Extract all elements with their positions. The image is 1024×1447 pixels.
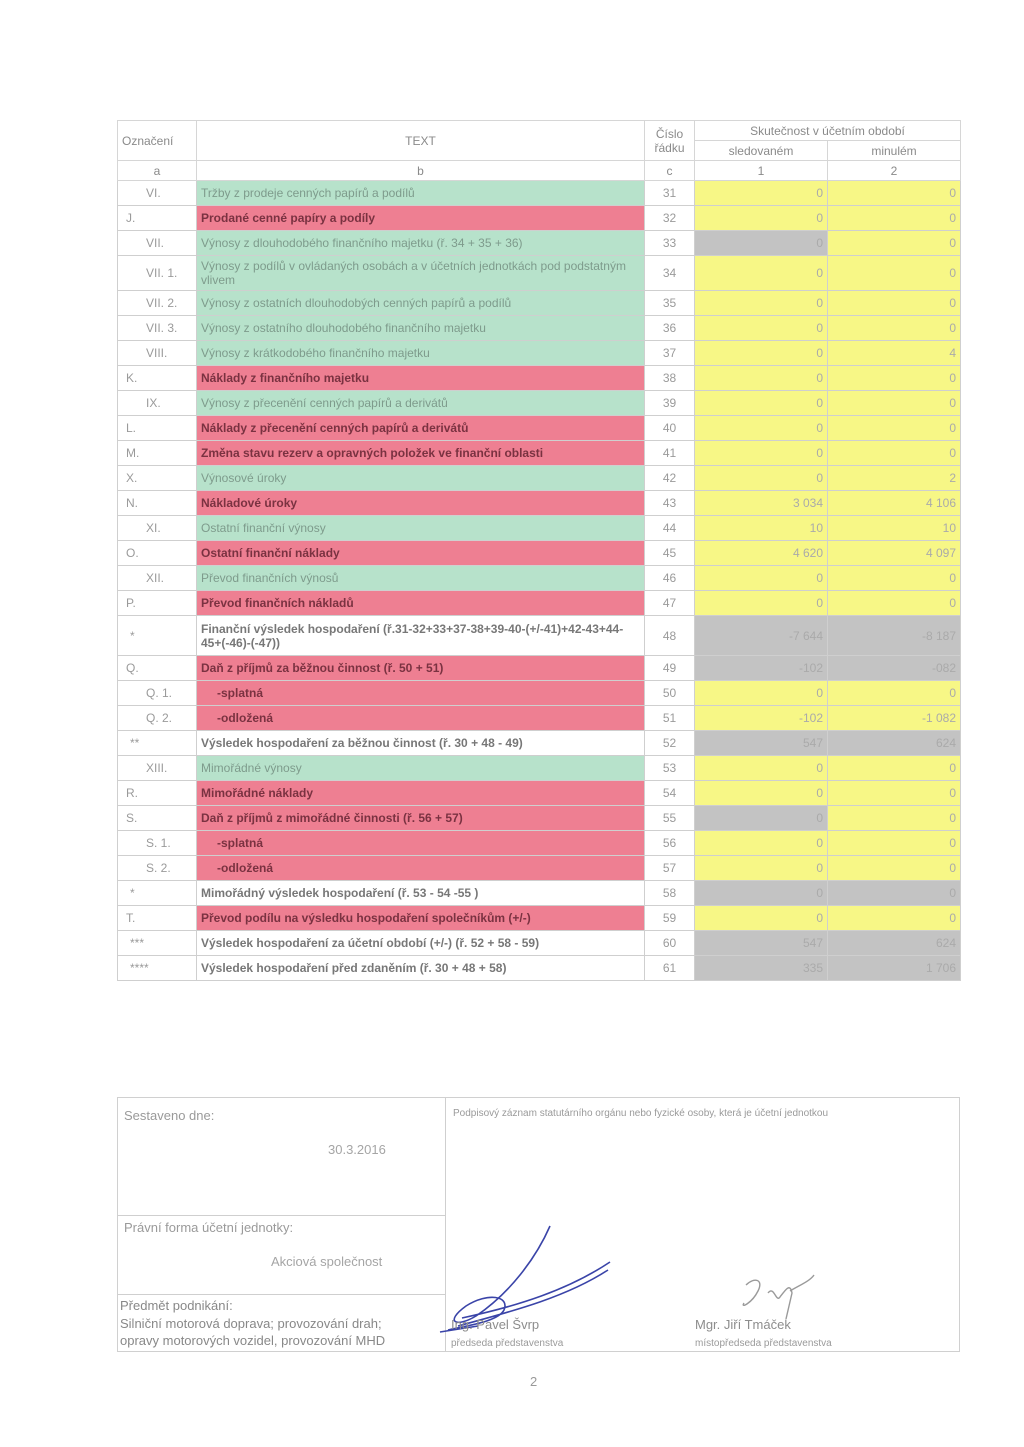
header-col-period: Skutečnost v účetním období [695,121,961,141]
income-statement-table [117,120,961,981]
row-previous-value: 0 [828,856,961,881]
row-current-value: -102 [695,706,828,731]
row-current-value: 0 [695,781,828,806]
row-number: 51 [645,706,695,731]
row-text: Finanční výsledek hospodaření (ř.31-32+33+37-38+39-40-(+/-41)+42-43+44-45+(-46)-(-47)) [197,616,645,656]
row-id: O. [118,541,197,566]
row-number: 55 [645,806,695,831]
row-id: VII. [118,231,197,256]
row-number: 60 [645,931,695,956]
row-number: 47 [645,591,695,616]
row-number: 37 [645,341,695,366]
row-previous-value: 2 [828,466,961,491]
row-text: Výnosy z přecenění cenných papírů a derivátů [197,391,645,416]
row-text: Mimořádné náklady [197,781,645,806]
header-col-id: Označení [118,121,197,161]
row-current-value: 547 [695,931,828,956]
row-id: Q. 2. [118,706,197,731]
row-text: Náklady z finančního majetku [197,366,645,391]
row-text: Prodané cenné papíry a podíly [197,206,645,231]
compiled-date: 30.3.2016 [328,1142,386,1157]
row-current-value: 0 [695,566,828,591]
row-id: XII. [118,566,197,591]
table-row [118,906,961,931]
row-current-value: 4 620 [695,541,828,566]
row-text: Převod finančních nákladů [197,591,645,616]
row-number: 57 [645,856,695,881]
row-current-value: 0 [695,881,828,906]
row-text: Výnosy z ostatního dlouhodobého finančního majetku [197,316,645,341]
row-previous-value: 0 [828,441,961,466]
row-number: 34 [645,256,695,291]
row-text: Nákladové úroky [197,491,645,516]
row-previous-value: 0 [828,231,961,256]
row-id: K. [118,366,197,391]
row-previous-value: 0 [828,831,961,856]
business-line-1: Silniční motorová doprava; provozování drah; [120,1316,382,1331]
row-current-value: 0 [695,831,828,856]
table-row [118,781,961,806]
row-id: IX. [118,391,197,416]
legal-form-label: Právní forma účetní jednotky: [124,1220,294,1235]
row-previous-value: 0 [828,681,961,706]
row-text: Tržby z prodeje cenných papírů a podílů [197,181,645,206]
row-current-value: 0 [695,856,828,881]
table-row [118,856,961,881]
row-previous-value: 0 [828,291,961,316]
row-text: Ostatní finanční výnosy [197,516,645,541]
row-text: Změna stavu rezerv a opravných položek ve finanční oblasti [197,441,645,466]
row-id: S. 2. [118,856,197,881]
row-previous-value: -082 [828,656,961,681]
row-previous-value: 624 [828,731,961,756]
row-number: 32 [645,206,695,231]
row-id: Q. [118,656,197,681]
signer-1-name: Ing. Pavel Švrp [451,1317,540,1332]
row-id: * [118,881,197,906]
table-row [118,541,961,566]
footer-line-2 [118,1294,445,1295]
row-text: Výnosové úroky [197,466,645,491]
row-text: Výsledek hospodaření za účetní období (+/-) (ř. 52 + 58 - 59) [197,931,645,956]
table-row [118,231,961,256]
row-id: N. [118,491,197,516]
table-row [118,441,961,466]
header-sub-1: 1 [695,161,828,181]
header-row [118,121,961,141]
row-text: Náklady z přecenění cenných papírů a derivátů [197,416,645,441]
row-previous-value: 4 106 [828,491,961,516]
row-text: Převod podílu na výsledku hospodaření společníkům (+/-) [197,906,645,931]
row-id: R. [118,781,197,806]
row-number: 50 [645,681,695,706]
table-row [118,206,961,231]
row-previous-value: 0 [828,591,961,616]
table-row [118,806,961,831]
row-current-value: 0 [695,591,828,616]
row-previous-value: -8 187 [828,616,961,656]
row-text: -odložená [197,856,645,881]
business-line-2: opravy motorových vozidel, provozování MHD [120,1333,386,1348]
row-current-value: 0 [695,466,828,491]
row-number: 49 [645,656,695,681]
table-row [118,366,961,391]
footer-line-1 [118,1215,445,1216]
row-id: P. [118,591,197,616]
table-row [118,756,961,781]
row-previous-value: 0 [828,756,961,781]
header-sub-2: 2 [828,161,961,181]
row-previous-value: 4 [828,341,961,366]
table-row [118,466,961,491]
row-previous-value: 0 [828,181,961,206]
row-id: VI. [118,181,197,206]
row-number: 59 [645,906,695,931]
row-current-value: -102 [695,656,828,681]
header-sub-c: c [645,161,695,181]
row-text: Ostatní finanční náklady [197,541,645,566]
row-number: 44 [645,516,695,541]
row-number: 35 [645,291,695,316]
table-row [118,391,961,416]
table-row [118,881,961,906]
row-text: Převod finančních výnosů [197,566,645,591]
table-row [118,256,961,291]
row-number: 41 [645,441,695,466]
table-row [118,416,961,441]
row-id: S. 1. [118,831,197,856]
row-previous-value: 624 [828,931,961,956]
row-current-value: 0 [695,206,828,231]
row-current-value: 0 [695,756,828,781]
row-current-value: 0 [695,806,828,831]
row-id: Q. 1. [118,681,197,706]
row-current-value: -7 644 [695,616,828,656]
row-number: 39 [645,391,695,416]
row-previous-value: 4 097 [828,541,961,566]
row-previous-value: 0 [828,256,961,291]
row-number: 38 [645,366,695,391]
row-current-value: 0 [695,391,828,416]
row-previous-value: 1 706 [828,956,961,981]
row-previous-value: 0 [828,566,961,591]
row-id: ** [118,731,197,756]
page-number: 2 [530,1374,538,1389]
row-number: 43 [645,491,695,516]
row-current-value: 0 [695,341,828,366]
row-number: 46 [645,566,695,591]
row-text: Výnosy z ostatních dlouhodobých cenných papírů a podílů [197,291,645,316]
header-col-row: Číslo řádku [645,121,695,161]
header-col-current: sledovaném [695,141,828,161]
table-row [118,731,961,756]
row-number: 48 [645,616,695,656]
signer-2-role: místopředseda představenstva [695,1338,832,1349]
row-number: 52 [645,731,695,756]
row-number: 58 [645,881,695,906]
row-id: *** [118,931,197,956]
table-row [118,656,961,681]
row-text: Výsledek hospodaření před zdaněním (ř. 30 + 48 + 58) [197,956,645,981]
header-sub-b: b [197,161,645,181]
row-current-value: 0 [695,181,828,206]
row-number: 33 [645,231,695,256]
row-previous-value: 0 [828,806,961,831]
row-text: Výnosy z krátkodobého finančního majetku [197,341,645,366]
row-id: VII. 1. [118,256,197,291]
row-number: 56 [645,831,695,856]
row-previous-value: -1 082 [828,706,961,731]
row-previous-value: 10 [828,516,961,541]
row-current-value: 0 [695,231,828,256]
row-number: 61 [645,956,695,981]
table-row [118,831,961,856]
row-previous-value: 0 [828,781,961,806]
row-previous-value: 0 [828,906,961,931]
table-row [118,931,961,956]
row-id: T. [118,906,197,931]
row-number: 42 [645,466,695,491]
row-previous-value: 0 [828,206,961,231]
header-sub-row [118,161,961,181]
row-text: Daň z příjmů z mimořádné činnosti (ř. 56 + 57) [197,806,645,831]
row-text: Výnosy z podílů v ovládaných osobách a v účetních jednotkách pod podstatným vlivem [197,256,645,291]
row-current-value: 0 [695,291,828,316]
row-text: Výnosy z dlouhodobého finančního majetku (ř. 34 + 35 + 36) [197,231,645,256]
table-row [118,681,961,706]
table-body [118,181,961,981]
business-label: Předmět podnikání: [120,1298,233,1313]
row-current-value: 0 [695,366,828,391]
signature-label: Podpisový záznam statutárního orgánu nebo fyzické osoby, která je účetní jednotkou [453,1108,829,1119]
compiled-label: Sestaveno dne: [124,1108,215,1123]
row-previous-value: 0 [828,366,961,391]
row-current-value: 10 [695,516,828,541]
signer-1-role: předseda představenstva [451,1338,564,1349]
row-id: XIII. [118,756,197,781]
table-row [118,291,961,316]
row-text: Mimořádné výnosy [197,756,645,781]
row-id: M. [118,441,197,466]
row-current-value: 0 [695,441,828,466]
table-row [118,956,961,981]
row-text: Daň z příjmů za běžnou činnost (ř. 50 + 51) [197,656,645,681]
row-previous-value: 0 [828,391,961,416]
row-id: VIII. [118,341,197,366]
legal-form-value: Akciová společnost [271,1254,383,1269]
row-id: X. [118,466,197,491]
table-row [118,491,961,516]
row-id: VII. 3. [118,316,197,341]
row-id: **** [118,956,197,981]
row-id: J. [118,206,197,231]
table-row [118,616,961,656]
row-id: S. [118,806,197,831]
row-current-value: 0 [695,416,828,441]
row-current-value: 335 [695,956,828,981]
row-id: * [118,616,197,656]
row-text: -splatná [197,831,645,856]
row-id: L. [118,416,197,441]
row-current-value: 0 [695,906,828,931]
row-id: XI. [118,516,197,541]
table-row [118,591,961,616]
row-number: 45 [645,541,695,566]
row-current-value: 547 [695,731,828,756]
signature-footer [117,1097,960,1352]
table-row [118,341,961,366]
row-number: 53 [645,756,695,781]
row-previous-value: 0 [828,881,961,906]
row-previous-value: 0 [828,316,961,341]
row-current-value: 3 034 [695,491,828,516]
row-text: Výsledek hospodaření za běžnou činnost (ř. 30 + 48 - 49) [197,731,645,756]
signer-2-name: Mgr. Jiří Tmáček [695,1317,791,1332]
row-text: Mimořádný výsledek hospodaření (ř. 53 - 54 -55 ) [197,881,645,906]
table-row [118,706,961,731]
row-current-value: 0 [695,316,828,341]
table-row [118,316,961,341]
row-number: 40 [645,416,695,441]
row-previous-value: 0 [828,416,961,441]
table-row [118,566,961,591]
row-number: 36 [645,316,695,341]
row-id: VII. 2. [118,291,197,316]
row-text: -odložená [197,706,645,731]
row-current-value: 0 [695,256,828,291]
table-row [118,516,961,541]
table-row [118,181,961,206]
header-col-text: TEXT [197,121,645,161]
header-col-previous: minulém [828,141,961,161]
header-sub-a: a [118,161,197,181]
row-current-value: 0 [695,681,828,706]
row-number: 54 [645,781,695,806]
row-number: 31 [645,181,695,206]
row-text: -splatná [197,681,645,706]
